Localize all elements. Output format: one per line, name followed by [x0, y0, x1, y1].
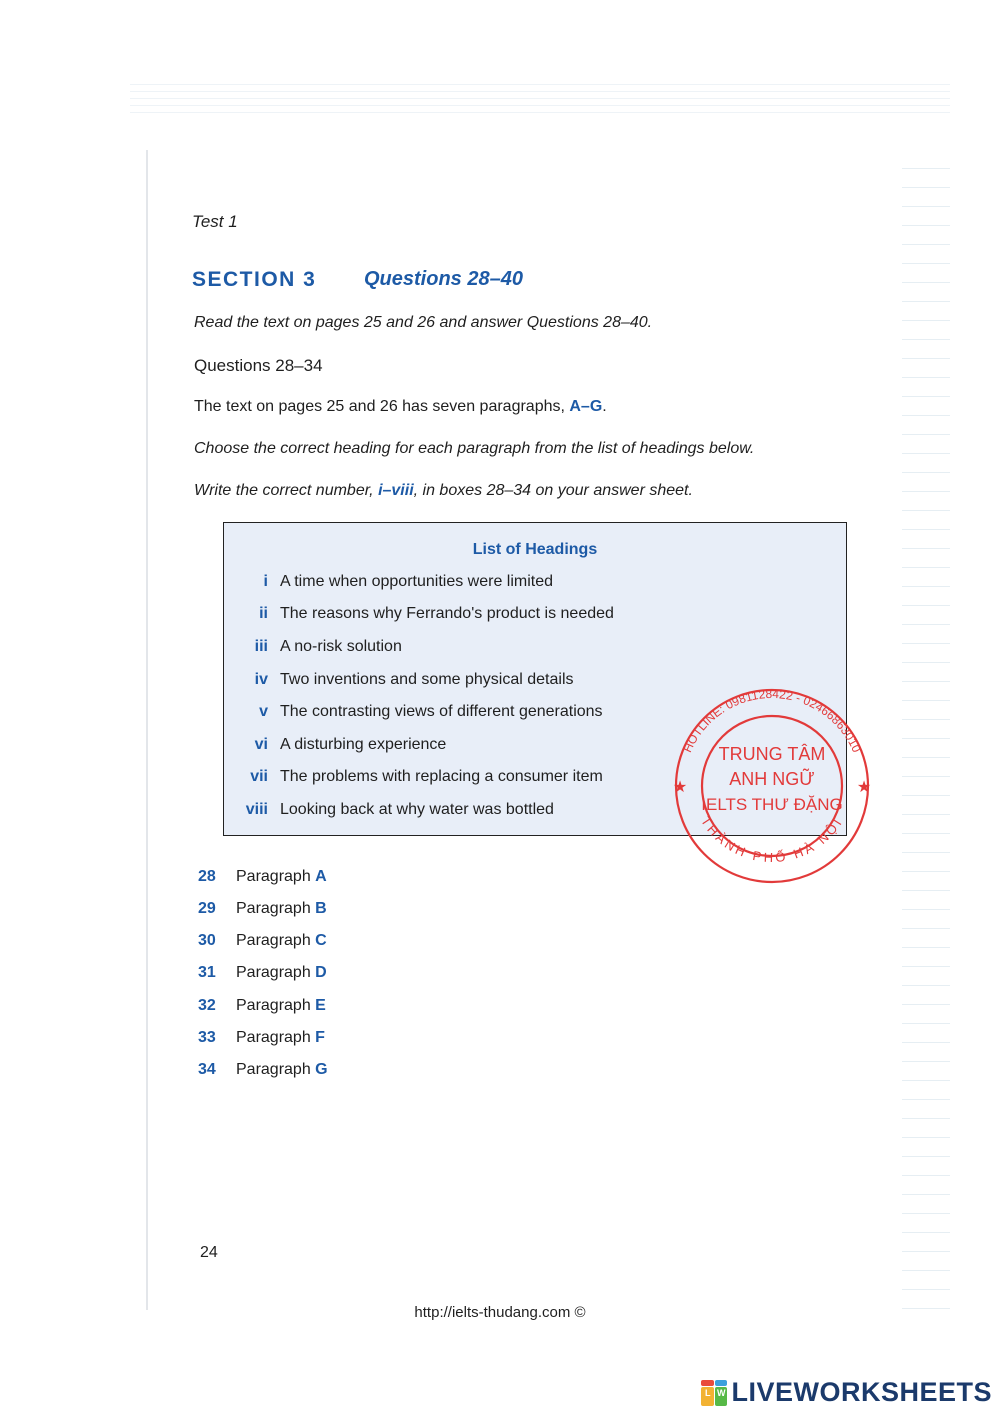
question-number: 31 — [198, 964, 216, 981]
question-number: 34 — [198, 1061, 216, 1078]
footer-url: http://ielts-thudang.com © — [414, 1304, 586, 1321]
page-edge — [146, 150, 148, 1310]
paragraph-letter: D — [315, 964, 327, 981]
heading-text: Two inventions and some physical details — [280, 671, 574, 688]
page-edge-shadow — [902, 150, 950, 1310]
heading-number: ii — [259, 605, 268, 622]
question-label: Paragraph — [236, 1061, 311, 1078]
heading-text: A time when opportunities were limited — [280, 573, 554, 590]
write-instruction — [194, 482, 693, 500]
liveworksheets-logo-icon — [701, 1380, 727, 1406]
paragraph-count-text: The text on pages 25 and 26 has seven paragraphs, — [194, 398, 570, 415]
stamp-line-1: TRUNG TÂM — [718, 744, 826, 764]
choose-instruction: Choose the correct heading for each paragraph from the list of headings below. — [194, 440, 755, 457]
subsection-title: Questions 28–34 — [194, 356, 323, 375]
page-number: 24 — [200, 1244, 218, 1261]
heading-number: iii — [254, 638, 268, 655]
write-instruction-text: Write the correct number, — [194, 482, 379, 499]
headings-title: List of Headings — [472, 541, 598, 558]
question-label: Paragraph — [236, 964, 311, 981]
heading-text: The problems with replacing a consumer item — [280, 768, 603, 785]
scan-artifact — [130, 78, 950, 118]
question-number: 32 — [198, 997, 216, 1014]
heading-range: i–viii — [378, 482, 414, 499]
paragraph-letter: C — [315, 932, 327, 949]
heading-number: i — [263, 573, 268, 590]
stamp-city: THÀNH PHỐ HÀ NỘI — [697, 813, 847, 866]
stamp-line-3: IELTS THƯ ĐẶNG — [701, 795, 843, 814]
star-icon: ★ — [856, 779, 872, 796]
brand-name: LIVEWORKSHEETS — [731, 1377, 992, 1407]
heading-text: Looking back at why water was bottled — [280, 801, 554, 818]
heading-number: v — [259, 703, 268, 720]
center-stamp — [662, 686, 882, 886]
heading-number: vi — [254, 736, 268, 753]
star-icon: ★ — [672, 779, 688, 796]
stamp-line-2: ANH NGỮ — [729, 769, 815, 789]
write-instruction-end: , in boxes 28–34 on your answer sheet. — [413, 482, 693, 499]
section-questions: Questions 28–40 — [364, 268, 523, 290]
section-title: SECTION 3 — [192, 268, 317, 291]
logo-letter: L — [701, 1387, 714, 1406]
question-number: 30 — [198, 932, 216, 949]
liveworksheets-brand — [701, 1377, 992, 1408]
question-label: Paragraph — [236, 997, 311, 1014]
question-number: 29 — [198, 900, 216, 917]
heading-text: The contrasting views of different generations — [280, 703, 603, 720]
question-number: 28 — [198, 868, 216, 885]
intro-instruction: Read the text on pages 25 and 26 and answer Questions 28–40. — [194, 314, 653, 331]
heading-text: The reasons why Ferrando's product is needed — [280, 605, 614, 622]
question-label: Paragraph — [236, 868, 311, 885]
question-label: Paragraph — [236, 932, 311, 949]
heading-number: iv — [254, 671, 268, 688]
paragraph-range: A–G — [569, 398, 603, 415]
paragraph-letter: A — [315, 868, 327, 885]
question-number: 33 — [198, 1029, 216, 1046]
stamp-bottom-text — [698, 814, 846, 865]
paragraph-letter: F — [315, 1029, 325, 1046]
paragraph-letter: B — [315, 900, 327, 917]
question-label: Paragraph — [236, 900, 311, 917]
heading-text: A no-risk solution — [280, 638, 402, 655]
heading-number: vii — [250, 768, 268, 785]
logo-letter: W — [715, 1387, 728, 1406]
question-label: Paragraph — [236, 1029, 311, 1046]
heading-number: viii — [245, 801, 268, 818]
test-label: Test 1 — [192, 212, 238, 231]
paragraph-letter: G — [315, 1061, 328, 1078]
heading-text: A disturbing experience — [280, 736, 447, 753]
stamp-hotline: HOTLINE: 0981128422 - 02466863010 — [680, 686, 864, 755]
paragraph-count-end: . — [602, 398, 607, 415]
paragraph-letter: E — [315, 997, 326, 1014]
paragraph-count-line — [194, 398, 607, 416]
